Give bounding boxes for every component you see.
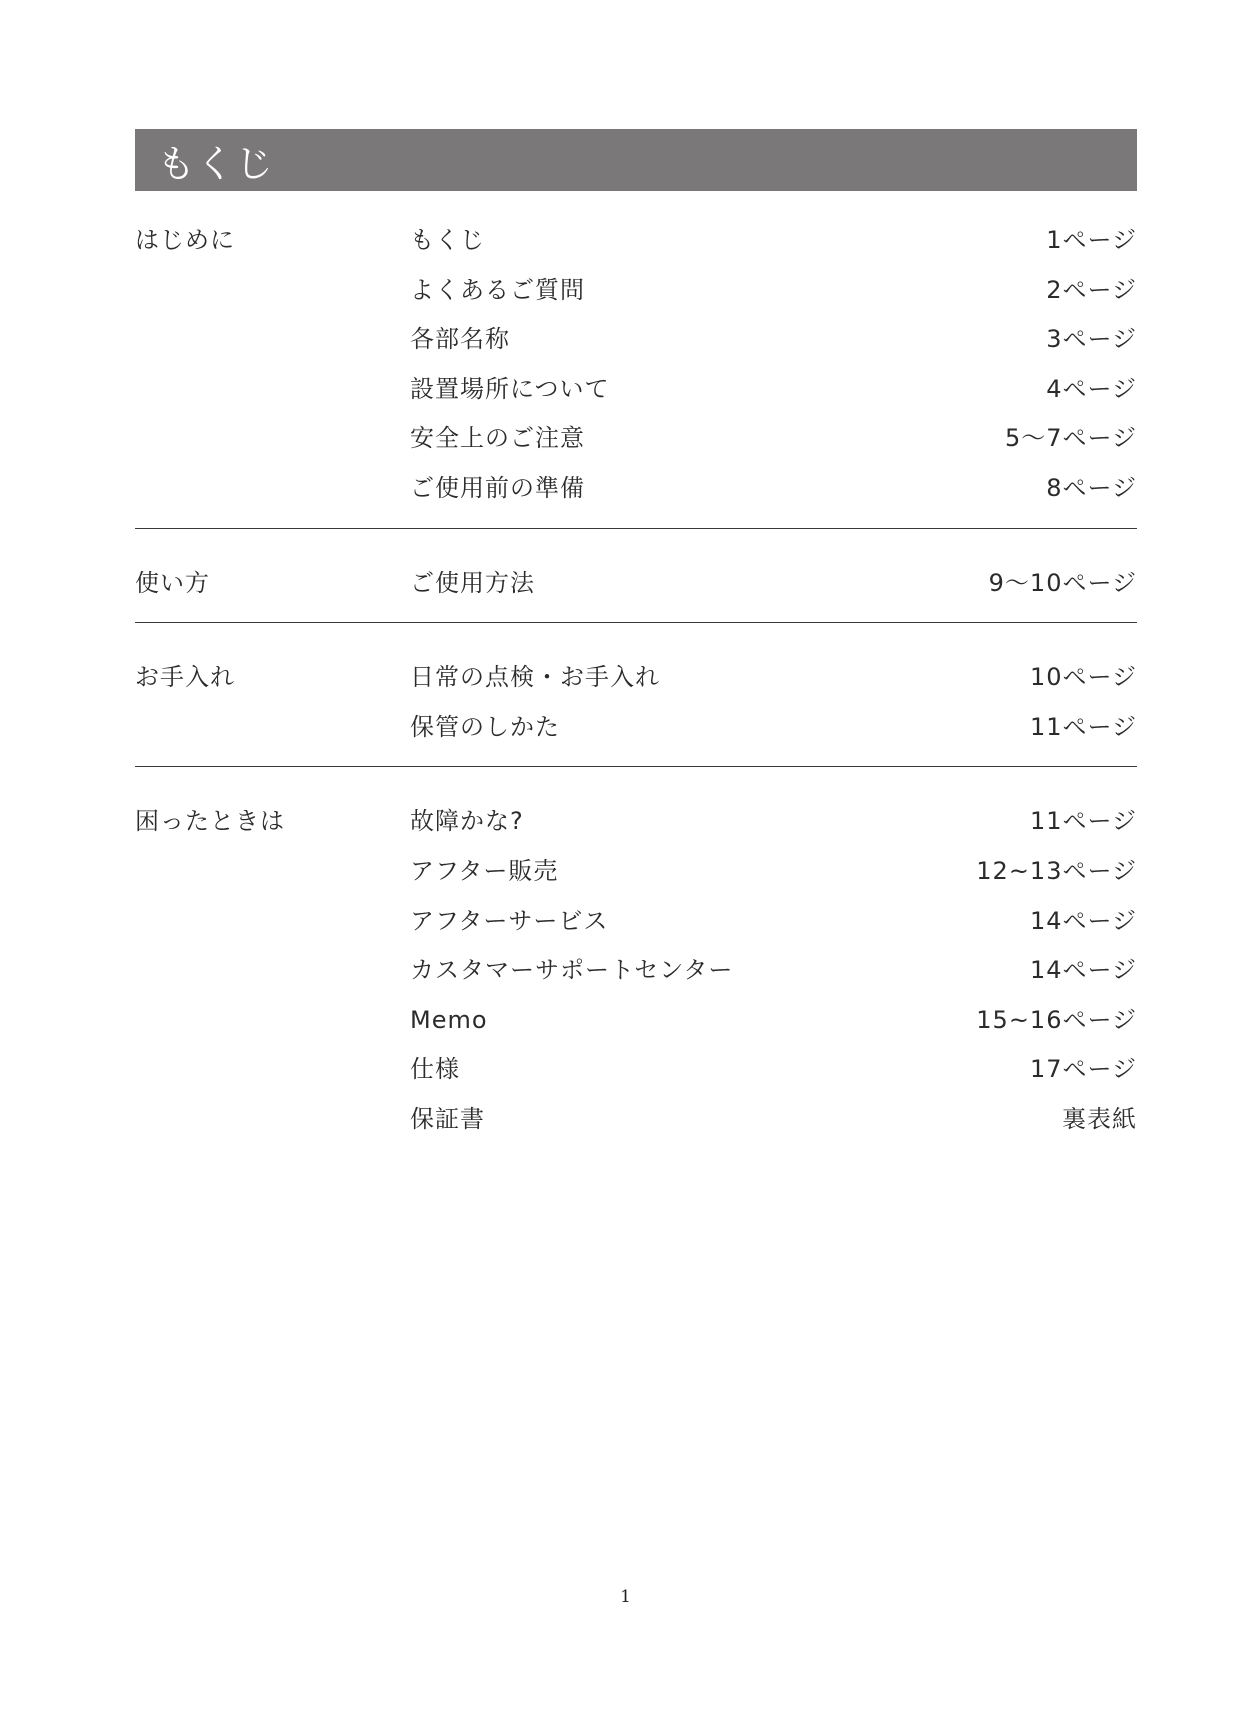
toc-entry-page: 2ページ (1046, 275, 1137, 304)
toc-entry-label: 日常の点検・お手入れ (410, 663, 660, 692)
toc-entry-label: 保証書 (410, 1104, 485, 1133)
toc-entry-page: 3ページ (1046, 325, 1137, 354)
toc-entry[interactable] (410, 266, 1137, 316)
toc-section-maintenance (135, 622, 1137, 766)
toc-entry-page: 12~13ページ (976, 856, 1137, 885)
toc-entry[interactable] (410, 365, 1137, 415)
section-label: お手入れ (135, 663, 235, 692)
toc-entry-page: 1ページ (1046, 226, 1137, 254)
toc-entry-label: アフター販売 (410, 856, 559, 885)
toc-entry[interactable] (410, 897, 1137, 947)
toc-entry-page: 11ページ (1029, 712, 1137, 741)
toc-entry-page: 14ページ (1029, 906, 1137, 935)
toc-entry-label: アフターサービス (410, 906, 609, 935)
toc-entry[interactable] (410, 797, 1137, 847)
toc-entry-label: ご使用前の準備 (410, 473, 585, 502)
toc-entry-page: 10ページ (1029, 663, 1137, 692)
toc-entry-page: 8ページ (1046, 473, 1137, 502)
toc-section-usage (135, 528, 1137, 623)
toc-entry[interactable] (410, 653, 1137, 703)
toc-entry[interactable] (410, 315, 1137, 365)
section-items (410, 653, 1137, 752)
toc-entry[interactable] (410, 703, 1137, 753)
section-items (410, 559, 1137, 609)
toc-entry-page: 4ページ (1046, 374, 1137, 403)
toc-entry-page: 裏表紙 (1062, 1104, 1137, 1133)
toc-entry-label: カスタマーサポートセンター (410, 956, 734, 985)
toc-entry-label: ご使用方法 (410, 568, 535, 597)
toc-entry-label: 設置場所について (410, 374, 610, 403)
toc-entry[interactable] (410, 1045, 1137, 1095)
toc-entry-label: 各部名称 (410, 325, 510, 354)
section-label: 使い方 (135, 568, 210, 597)
page-number: 1 (620, 1587, 631, 1607)
toc-entry-label: 仕様 (410, 1055, 460, 1084)
toc-entry-page: 17ページ (1029, 1055, 1137, 1084)
toc-entry[interactable] (410, 216, 1137, 266)
toc-entry-page: 5〜7ページ (1004, 424, 1137, 453)
toc-entry-label: もくじ (410, 226, 485, 254)
toc-entry[interactable] (410, 847, 1137, 897)
toc-entry[interactable] (410, 946, 1137, 996)
toc-entry-label: 安全上のご注意 (410, 424, 585, 453)
toc-entry[interactable] (410, 414, 1137, 464)
toc-entry[interactable] (410, 464, 1137, 514)
toc-entry-label: 故障かな? (410, 807, 524, 836)
toc-section-introduction (135, 212, 1137, 528)
toc-section-troubleshooting (135, 766, 1137, 1158)
toc-entry[interactable] (410, 1095, 1137, 1145)
section-label: 困ったときは (135, 807, 285, 836)
title-bar (135, 129, 1137, 191)
toc-entry-page: 15~16ページ (976, 1005, 1137, 1034)
section-label: はじめに (135, 226, 235, 254)
toc-entry-label: よくあるご質問 (410, 275, 585, 304)
toc-entry-page: 14ページ (1029, 956, 1137, 985)
toc-entry-label: Memo (410, 1005, 488, 1034)
section-items (410, 797, 1137, 1144)
toc-entry-page: 9〜10ページ (988, 568, 1137, 597)
toc-entry-page: 11ページ (1029, 807, 1137, 836)
section-items (410, 216, 1137, 514)
toc-entry-label: 保管のしかた (410, 712, 560, 741)
page-title: もくじ (157, 141, 275, 186)
toc-entry[interactable] (410, 559, 1137, 609)
table-of-contents (135, 212, 1137, 1159)
toc-entry[interactable] (410, 996, 1137, 1046)
